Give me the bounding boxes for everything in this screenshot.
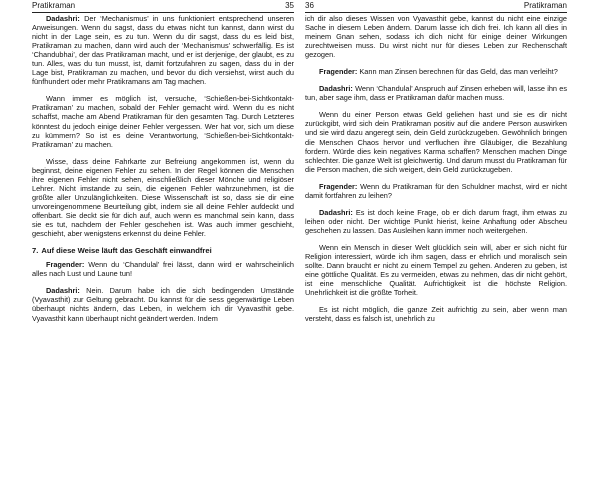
paragraph [305,305,567,323]
speaker-label: Fragender: [319,67,358,77]
paragraph [32,94,294,148]
paragraph [305,182,567,200]
page-body [32,13,294,323]
speaker-label: Dadashri: [319,84,353,94]
paragraph-text: Wisse, dass deine Fahrkarte zur Befreiung angekommen ist, wenn du beginnst, deine eigenen Fehler zu sehen. In der Regel können die Menschen ihre eigenen Fehler nicht sehen, einschließlich dieser Mönche und religiöser Lehrer. Nicht imstande zu sein, die eigenen Fehler wahrzunehmen, ist die größte aller Unzulänglichkeiten. Diese Wissenschaft ist so, dass sie dir eine unvoreingenommene Beurteilung gibt, indem sie all deine Fehler aufdeckt und offenbart. Sie deckt sie für dich auf, auch wenn es manchmal sein kann, dass sie es tut, nachdem der Fehler geschehen ist. Was auch immer geschieht, geschieht, aber wenigstens erkennst du deine Fehler. [32,156,294,239]
paragraph [32,14,294,86]
paragraph-text: Wenn du Pratikraman für den Schuldner machst, wird er nicht damit fortfahren zu leihen? [305,181,567,200]
page-number: 36 [305,1,314,10]
speaker-label: Fragender: [46,260,85,270]
paragraph [305,14,567,59]
section-heading [32,246,294,255]
paragraph [32,260,294,278]
paragraph-text: Wenn ein Mensch in dieser Welt glücklich sein will, aber er sich nicht für Religion interessiert, würde ich ihm sagen, dass er ehrlich und moralisch sein sollte. Dann braucht er nicht zu einem Tempel zu gehen. Anderen zu geben, ist eine göttliche Qualität. Es zu vermeiden, etwas zu nehmen, das dir nicht gehört, ist eine menschliche Qualität. Aufrichtigkeit ist die höchste Religion. Unehrlichkeit ist die größte Torheit. [305,242,567,298]
running-title: Pratikraman [32,1,76,10]
paragraph-text: ich dir also dieses Wissen von Vyavasthit gebe, kannst du nicht eine einzige Sache in diesem Leben ändern. Darum lasse ich dich frei. Ich kann all dies in meinem Gnan sehen, sodass ich dich nicht für einige deiner Wirkungen zurechtweisen muss. Du wirst nicht nur für dieses Leben zur Rechenschaft gezogen. [305,14,567,60]
paragraph-text: Wenn du einer Person etwas Geld geliehen hast und sie es dir nicht zurückgibt, wird sich dein Pratikraman positiv auf die andere Person auswirken und sie wird dazu angeregt sein, dein Geld zurückzugeben. Gewöhnlich bringen die Menschen Chaos hervor und verfluchen ihre Gläubiger, die Bezahlung fordern. Würde dies kein negatives Karma schaffen? Menschen machen Dinge schlechter. Die ganze Welt ist gleichwertig. Und darum musst du Pratikraman für die Person machen, die sich weigert, dein Geld zurückzugeben. [305,110,567,174]
paragraph [305,110,567,173]
page-number: 35 [285,1,294,10]
speaker-label: Dadashri: [46,286,80,296]
right-page [305,0,567,484]
paragraph [305,243,567,297]
speaker-label: Fragender: [319,181,358,191]
paragraph [32,157,294,238]
running-title: Pratikraman [523,1,567,10]
paragraph [305,84,567,102]
speaker-label: Dadashri: [319,207,353,217]
paragraph-text: Wenn ‘Chandulal’ Anspruch auf Zinsen erheben will, lasse ihn es tun, aber sage ihm, dass er Pratikraman dafür machen muss. [305,84,567,103]
section-number: 7. [32,246,39,256]
paragraph-text: Nein. Darum habe ich die sich bedingenden Umstände (Vyavasthit) zur Geltung gebracht. Du kannst für die sess gegenwärtige Leben überhaupt nichts ändern, das Leben, in welchem ich dir Vyavasthit gebe. Vyavasthit kann überhaupt nicht geändert werden. Indem [32,286,294,323]
paragraph-text: Kann man Zinsen berechnen für das Geld, das man verleiht? [357,67,558,77]
paragraph-text: Wenn du ‘Chandulal’ frei lässt, dann wird er wahrscheinlich alles nach Lust und Laune tun! [32,260,294,279]
page-body [305,13,567,323]
running-header [32,1,294,13]
section-title: Auf diese Weise läuft das Geschäft einwandfrei [41,246,212,256]
paragraph [32,286,294,322]
paragraph-text: Wann immer es möglich ist, versuche, ‘Schießen-bei-Sichtkontakt-Pratikraman’ zu machen, sobald der Fehler gemacht wird. Wenn du es nicht schaffst, mache am Abend Pratikraman für den gesamten Tag. Durch Letzteres könntest du jedoch einige deiner Fehler vergessen. Wer hat vor, sich um diese zu kümmern? So ist es deine Verantwortung, ‘Schießen-bei-Sichtkontakt-Pratikraman’ zu machen. [32,94,294,149]
left-page [32,0,294,484]
running-header [305,1,567,13]
paragraph [305,208,567,235]
paragraph-text: Der ‘Mechanismus’ in uns funktioniert entsprechend unseren Anweisungen. Wenn du sagst, dass du etwas nicht tun kannst, dann wirst du nicht in der Lage sein, es zu tun. Wenn du dir sagst, dass du es leid bist, Pratikraman zu machen, dann wird auch der ‘Mechanismus’ schwerfällig. Es ist ‘Chandubhai’, der das Pratikraman macht, und er ist derjenige, der glaubt, es zu tun. Alles, was du tun musst, ist, damit fortzufahren zu sagen, dass du in der Lage bist, Pratikraman zu machen, und bevor du dich versiehst, wirst auch du fünfhundert oder mehr Pratikramans am Tag machen. [32,14,294,87]
paragraph-text: Es ist doch keine Frage, ob er dich darum fragt, ihm etwas zu leihen oder nicht. Der wichtige Punkt hierist, keine Anhaftung oder Abscheu geschehen zu lassen. Das Ausleihen kann immer noch weitergehen. [305,207,567,235]
paragraph-text: Es ist nicht möglich, die ganze Zeit aufrichtig zu sein, aber wenn man versteht, dass es falsch ist, unehrlich zu [305,305,567,324]
paragraph [305,67,567,76]
speaker-label: Dadashri: [46,14,80,23]
